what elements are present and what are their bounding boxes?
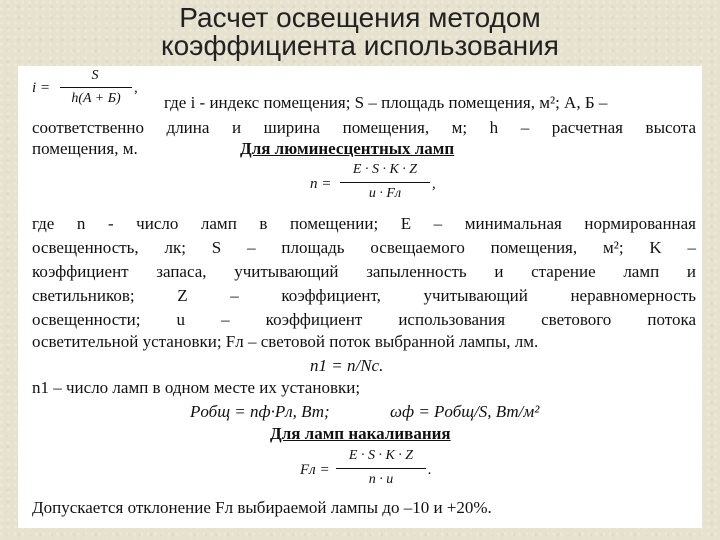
formula-F-denominator: n · u — [368, 472, 394, 487]
formula-lamp-count — [310, 160, 450, 204]
paragraph-1-line-3: помещения, м. — [32, 139, 138, 158]
heading-fluorescent-text: Для люминесцентных ламп — [240, 139, 455, 158]
paragraph-1-line-1: где i - индекс помещения; S – площадь помещения, м²; А, Б – — [164, 93, 608, 112]
heading-incandescent — [270, 424, 451, 444]
formula-n-bar — [340, 182, 430, 183]
paragraph-2-line-1: где n - число ламп в помещении; E – минимальная нормированная — [32, 214, 696, 233]
formula-n-denominator: u · Fл — [368, 186, 402, 201]
formula-F-lhs: Fл = — [300, 462, 330, 478]
content-panel — [18, 66, 702, 528]
equation-n1: n1 = n/Nс. — [310, 356, 384, 375]
formula-i-bar — [60, 87, 132, 88]
formula-room-index — [32, 68, 152, 108]
paragraph-2-line-4: светильников; Z – коэффициент, учитывающий неравномерность — [32, 286, 696, 305]
formula-F-numerator: E · S · K · Z — [348, 448, 414, 463]
formula-n-tail: , — [432, 176, 436, 192]
paragraph-1-line-2: соответственно длина и ширина помещения, м; h – расчетная высота — [32, 118, 696, 137]
paragraph-2-line-2: освещенность, лк; S – площадь освещаемого помещения, м²; K – — [32, 238, 696, 257]
formula-i-numerator: S — [91, 68, 99, 83]
paragraph-2-line-6: осветительной установки; Fл – световой поток выбранной лампы, лм. — [32, 332, 539, 351]
equation-specific-power: ωф = Pобщ/S, Вт/м² — [390, 402, 540, 421]
slide-title — [0, 4, 720, 60]
title-line-2: коэффициента использования — [161, 30, 559, 61]
heading-fluorescent — [240, 139, 454, 159]
final-note: Допускается отклонение Fл выбираемой лампы до –10 и +20%. — [32, 498, 492, 517]
formula-i-lhs: i = — [32, 80, 51, 96]
formula-n-numerator: E · S · K · Z — [352, 162, 418, 177]
equation-total-power: Pобщ = nф·Pл, Вт; — [190, 402, 330, 421]
title-line-1: Расчет освещения методом — [179, 2, 541, 33]
formula-F-bar — [336, 468, 426, 469]
heading-incandescent-text: Для ламп накаливания — [270, 424, 451, 443]
paragraph-2-line-5: освещенности; u – коэффициент использования светового потока — [32, 310, 696, 329]
paragraph-2-line-3: коэффициент запаса, учитывающий запыленность и старение ламп и — [32, 262, 696, 281]
formula-i-tail: , — [134, 80, 138, 96]
formula-n-lhs: n = — [310, 176, 332, 192]
formula-F-tail: . — [428, 462, 432, 478]
formula-i-denominator: h(A + Б) — [71, 91, 121, 106]
paragraph-3-line-1: n1 – число ламп в одном месте их установки; — [32, 378, 361, 397]
formula-lamp-flux — [300, 446, 440, 490]
